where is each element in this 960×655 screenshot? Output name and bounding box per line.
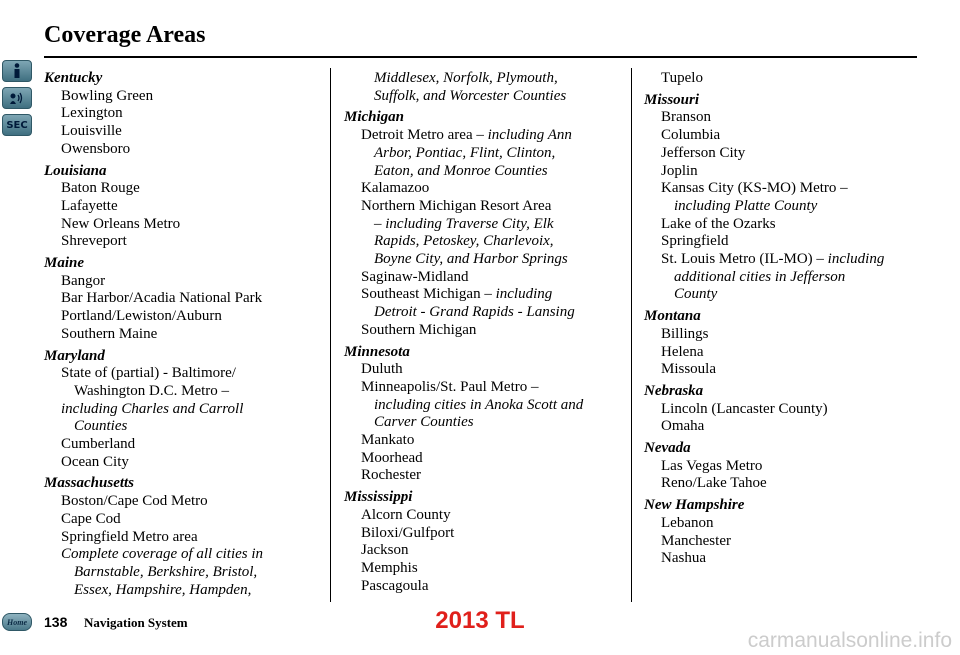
area-item: Shreveport <box>61 233 127 250</box>
area-item-detail: additional cities in Jefferson <box>674 268 846 285</box>
home-button[interactable]: Home <box>2 613 32 631</box>
area-item: New Orleans Metro <box>61 215 181 232</box>
area-item: Northern Michigan Resort Area <box>361 197 552 214</box>
sec-tab[interactable]: SEC <box>2 114 32 136</box>
area-item: Manchester <box>661 532 731 549</box>
area-item: Rochester <box>361 467 421 484</box>
area-item: Reno/Lake Tahoe <box>661 475 767 492</box>
area-item: Tupelo <box>661 70 703 86</box>
page-title: Coverage Areas <box>44 22 206 48</box>
area-item: Southern Michigan <box>361 321 477 338</box>
area-item-detail: Barnstable, Berkshire, Bristol, <box>74 563 258 580</box>
state-heading-montana: Montana <box>644 308 701 325</box>
area-item-detail: County <box>674 286 718 303</box>
area-item-detail: including Charles and Carroll <box>61 400 244 417</box>
area-item-detail: Eaton, and Monroe Counties <box>374 162 548 179</box>
area-item: Portland/Lewiston/Auburn <box>61 308 222 325</box>
area-item: Cape Cod <box>61 510 121 527</box>
area-item: Lincoln (Lancaster County) <box>661 400 828 417</box>
area-item: Mankato <box>361 432 415 449</box>
area-item: Duluth <box>361 361 403 378</box>
area-item-detail: Carver Counties <box>374 414 474 431</box>
area-item: Cumberland <box>61 436 136 453</box>
area-item-detail: Rapids, Petoskey, Charlevoix, <box>374 233 554 250</box>
side-tab-bar <box>2 60 32 141</box>
state-heading-mississippi: Mississippi <box>344 489 413 506</box>
column-divider <box>330 68 331 602</box>
area-item: Omaha <box>661 418 705 435</box>
coverage-column-3 <box>644 70 924 568</box>
area-item: Minneapolis/St. Paul Metro – <box>361 378 539 395</box>
area-item: Joplin <box>661 162 698 179</box>
area-item: Lake of the Ozarks <box>661 215 776 232</box>
area-item-detail: Arbor, Pontiac, Flint, Clinton, <box>374 144 556 161</box>
state-heading-new-hampshire: New Hampshire <box>644 497 745 514</box>
state-heading-maryland: Maryland <box>44 347 105 364</box>
state-heading-louisiana: Louisiana <box>44 162 107 179</box>
area-item: Jackson <box>361 542 409 559</box>
area-item: Bowling Green <box>61 87 154 104</box>
area-item: Las Vegas Metro <box>661 457 763 474</box>
area-item: Kansas City (KS-MO) Metro – <box>661 180 848 197</box>
area-item-detail: Boyne City, and Harbor Springs <box>374 251 568 268</box>
area-item: Boston/Cape Cod Metro <box>61 493 208 510</box>
area-item-continued: Washington D.C. Metro – <box>74 382 230 399</box>
state-heading-nebraska: Nebraska <box>644 382 704 399</box>
area-item: Helena <box>661 343 704 360</box>
area-item: Louisville <box>61 123 122 140</box>
state-heading-maine: Maine <box>44 255 85 272</box>
area-item: Springfield <box>661 233 729 250</box>
area-item: Pascagoula <box>361 577 429 594</box>
column-divider <box>631 68 632 602</box>
area-item: Jefferson City <box>661 144 746 161</box>
area-item: Ocean City <box>61 453 129 470</box>
area-item: Kalamazoo <box>361 180 430 197</box>
coverage-column-1 <box>44 70 324 599</box>
area-item-detail: Suffolk, and Worcester Counties <box>374 87 567 104</box>
area-item: St. Louis Metro (IL-MO) – including <box>661 251 885 268</box>
site-watermark: carmanualsonline.info <box>747 629 952 652</box>
area-item: Lebanon <box>661 514 714 531</box>
voice-icon[interactable] <box>2 87 32 109</box>
area-item-detail: including Platte County <box>674 197 818 214</box>
area-item: Bar Harbor/Acadia National Park <box>61 290 263 307</box>
model-label: 2013 TL <box>435 607 525 634</box>
info-icon[interactable] <box>2 60 32 82</box>
area-item: Detroit Metro area – including Ann <box>361 127 572 144</box>
area-item: Lafayette <box>61 197 118 214</box>
area-item: State of (partial) - Baltimore/ <box>61 365 236 382</box>
state-heading-michigan: Michigan <box>344 109 405 126</box>
area-item: Lexington <box>61 105 123 122</box>
area-item-detail: Middlesex, Norfolk, Plymouth, <box>374 70 558 86</box>
area-item: Branson <box>661 109 711 126</box>
area-item: Bangor <box>61 272 106 289</box>
area-item: Owensboro <box>61 140 131 157</box>
area-item-detail: including cities in Anoka Scott and <box>374 396 584 413</box>
state-heading-kentucky: Kentucky <box>44 70 103 86</box>
area-item: Southern Maine <box>61 325 158 342</box>
area-item: Nashua <box>661 550 706 567</box>
area-item: Biloxi/Gulfport <box>361 524 455 541</box>
state-heading-nevada: Nevada <box>644 440 691 457</box>
area-item: Billings <box>661 325 709 342</box>
area-item-detail: – including Traverse City, Elk <box>374 215 554 232</box>
state-heading-massachusetts: Massachusetts <box>44 475 135 492</box>
area-item: Southeast Michigan – including <box>361 286 553 303</box>
area-item: Moorhead <box>361 449 423 466</box>
area-item: Memphis <box>361 559 418 576</box>
area-item-detail: Detroit - Grand Rapids - Lansing <box>374 304 575 321</box>
section-name: Navigation System <box>84 615 188 630</box>
area-item: Missoula <box>661 361 717 378</box>
area-item: Columbia <box>661 127 721 144</box>
coverage-column-2 <box>344 70 624 595</box>
page-number: 138 <box>44 614 68 630</box>
area-item: Alcorn County <box>361 506 451 523</box>
area-item: Saginaw-Midland <box>361 268 469 285</box>
area-item: Springfield Metro area <box>61 528 198 545</box>
area-item-detail: Counties <box>74 418 128 435</box>
area-item-detail: Essex, Hampshire, Hampden, <box>74 581 252 598</box>
title-divider <box>44 56 917 58</box>
area-item-detail: Complete coverage of all cities in <box>61 546 264 563</box>
state-heading-minnesota: Minnesota <box>344 343 410 360</box>
area-item: Baton Rouge <box>61 180 140 197</box>
state-heading-missouri: Missouri <box>644 91 700 108</box>
